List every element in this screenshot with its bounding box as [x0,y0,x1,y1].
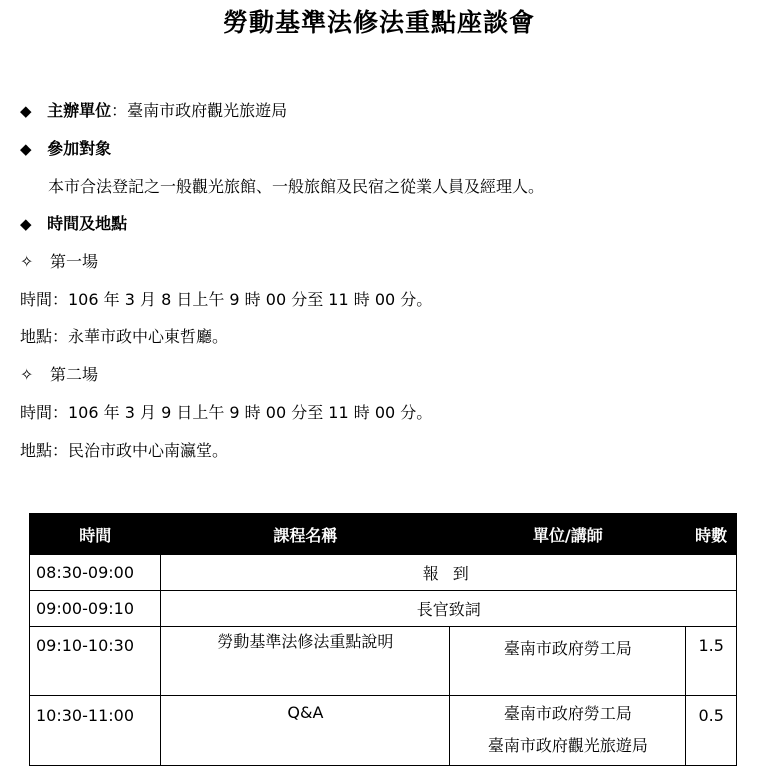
session-1-name [20,249,98,272]
row-hours: 1.5 [686,627,737,696]
row-unit: 臺南市政府勞工局 [450,627,686,696]
agenda-table [29,513,737,766]
session-1-label: 第一場 [50,252,99,271]
row-time: 10:30-11:00 [30,696,161,766]
table-row [30,555,737,591]
header-hours: 時數 [686,514,737,555]
sparkle-bullet-icon: ✧ [20,365,34,384]
diamond-bullet-icon: ◆ [20,215,32,233]
organizer-label: 主辦單位 [47,101,112,120]
row-course: 長官致詞 [161,591,737,627]
session-2-name [20,362,98,385]
row-course: 報到 [161,555,737,591]
row-unit-line-1: 臺南市政府勞工局 [503,704,632,723]
row-course: 勞動基準法修法重點說明 [161,627,450,696]
header-course: 課程名稱 [161,514,450,555]
row-time: 09:10-10:30 [30,627,161,696]
session-1-place: 地點：永華市政中心東哲廳。 [20,327,229,346]
table-header-row [30,514,737,555]
audience-label: 參加對象 [47,139,112,158]
table-row [30,696,737,766]
row-time: 08:30-09:00 [30,555,161,591]
organizer-value: 臺南市政府觀光旅遊局 [127,101,288,120]
session-2-place: 地點：民治市政中心南瀛堂。 [20,441,229,460]
audience-value: 本市合法登記之一般觀光旅館、一般旅館及民宿之從業人員及經理人。 [48,177,545,196]
diamond-bullet-icon: ◆ [20,140,32,158]
session-2-time: 時間：106 年 3 月 9 日上午 9 時 00 分至 11 時 00 分。 [20,403,433,422]
header-time: 時間 [30,514,161,555]
schedule-heading-label: 時間及地點 [47,214,128,233]
table-row [30,591,737,627]
row-hours: 0.5 [686,696,737,766]
table-row [30,627,737,696]
row-unit [450,696,686,766]
schedule-heading [20,211,127,234]
header-unit: 單位/講師 [450,514,686,555]
sparkle-bullet-icon: ✧ [20,252,34,271]
diamond-bullet-icon: ◆ [20,102,32,120]
row-course: Q&A [161,696,450,766]
row-unit-line-2: 臺南市政府觀光旅遊局 [487,736,648,755]
page-title: 勞動基準法修法重點座談會 [222,8,535,37]
organizer-line [20,98,287,121]
row-time: 09:00-09:10 [30,591,161,627]
organizer-separator: ： [111,101,128,120]
session-2-label: 第二場 [50,365,99,384]
audience-heading [20,136,111,159]
session-1-time: 時間：106 年 3 月 8 日上午 9 時 00 分至 11 時 00 分。 [20,290,433,309]
